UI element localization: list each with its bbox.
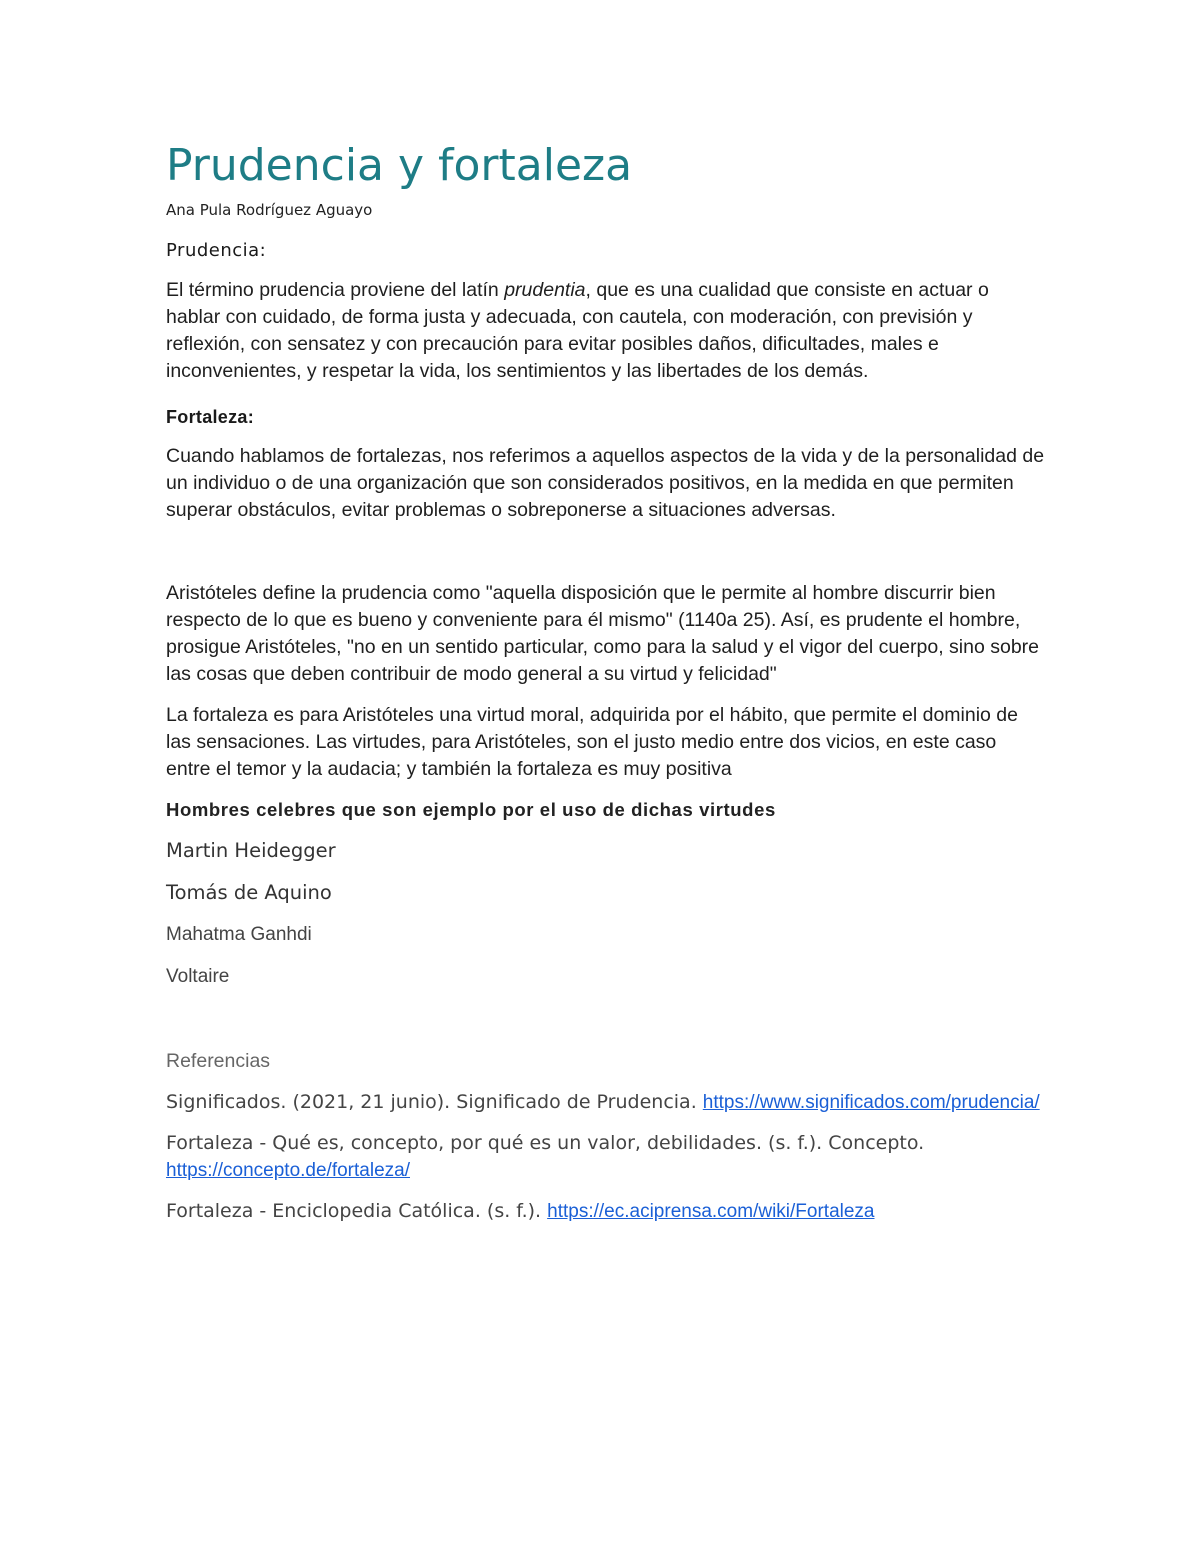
reference-text: Fortaleza - Qué es, concepto, por qué es un valor, debilidades. (s. f.). Concepto. [166,1132,925,1154]
aristoteles-fortaleza-paragraph: La fortaleza es para Aristóteles una virtud moral, adquirida por el hábito, que permite el dominio de las sensaciones. Las virtudes, para Aristóteles, son el justo medio entre dos vicios, en este caso entre el temor y la audacia; y también la fortaleza es muy positiva [166,704,1018,780]
document-title: Prudencia y fortaleza [166,140,633,191]
reference-item [166,1198,1046,1225]
document-page [166,138,1046,1225]
prudentia-italic: prudentia [504,279,586,301]
fortaleza-heading: Fortaleza: [166,407,255,427]
aristoteles-prudencia-paragraph: Aristóteles define la prudencia como "aquella disposición que le permite al hombre discurrir bien respecto de lo que es bueno y conveniente para él mismo" (1140a 25). Así, es prudente el hombre, prosigue Aristóteles, "no en un sentido particular, como para la salud y el vigor del cuerpo, sino sobre las cosas que deben contribuir de modo general a su virtud y felicidad" [166,582,1040,685]
reference-text: Significados. (2021, 21 junio). Significado de Prudencia. [166,1091,703,1113]
celebrity-name: Voltaire [166,966,230,987]
prudencia-text-start: El término prudencia proviene del latín [166,279,505,301]
reference-link[interactable]: https://concepto.de/fortaleza/ [166,1160,410,1181]
prudencia-heading: Prudencia: [166,240,267,261]
celebrity-name: Mahatma Ganhdi [166,924,312,945]
celebrity-name: Tomás de Aquino [166,881,332,904]
author-name: Ana Pula Rodríguez Aguayo [166,201,373,219]
references-heading: Referencias [166,1050,271,1072]
reference-text: Fortaleza - Enciclopedia Católica. (s. f.). [166,1200,548,1222]
celebrity-name: Martin Heidegger [166,839,336,862]
prudencia-paragraph [166,277,1046,385]
celebrities-heading: Hombres celebres que son ejemplo por el uso de dichas virtudes [166,799,776,820]
fortaleza-paragraph: Cuando hablamos de fortalezas, nos referimos a aquellos aspectos de la vida y de la personalidad de un individuo o de una organización que son considerados positivos, en la medida en que permiten superar obstáculos, evitar problemas o sobreponerse a situaciones adversas. [166,445,1045,521]
reference-link[interactable]: https://ec.aciprensa.com/wiki/Fortaleza [547,1201,875,1222]
reference-item [166,1089,1046,1116]
reference-link[interactable]: https://www.significados.com/prudencia/ [702,1092,1040,1113]
prudencia-text-end: , que es una cualidad que consiste en actuar o hablar con cuidado, de forma justa y adecuada, con cautela, con moderación, con previsión y reflexión, con sensatez y con precaución para evitar posibles daños, dificultades, males e inconvenientes, y respetar la vida, los sentimientos y las libertades de los demás. [166,279,989,382]
reference-item [166,1130,1046,1184]
